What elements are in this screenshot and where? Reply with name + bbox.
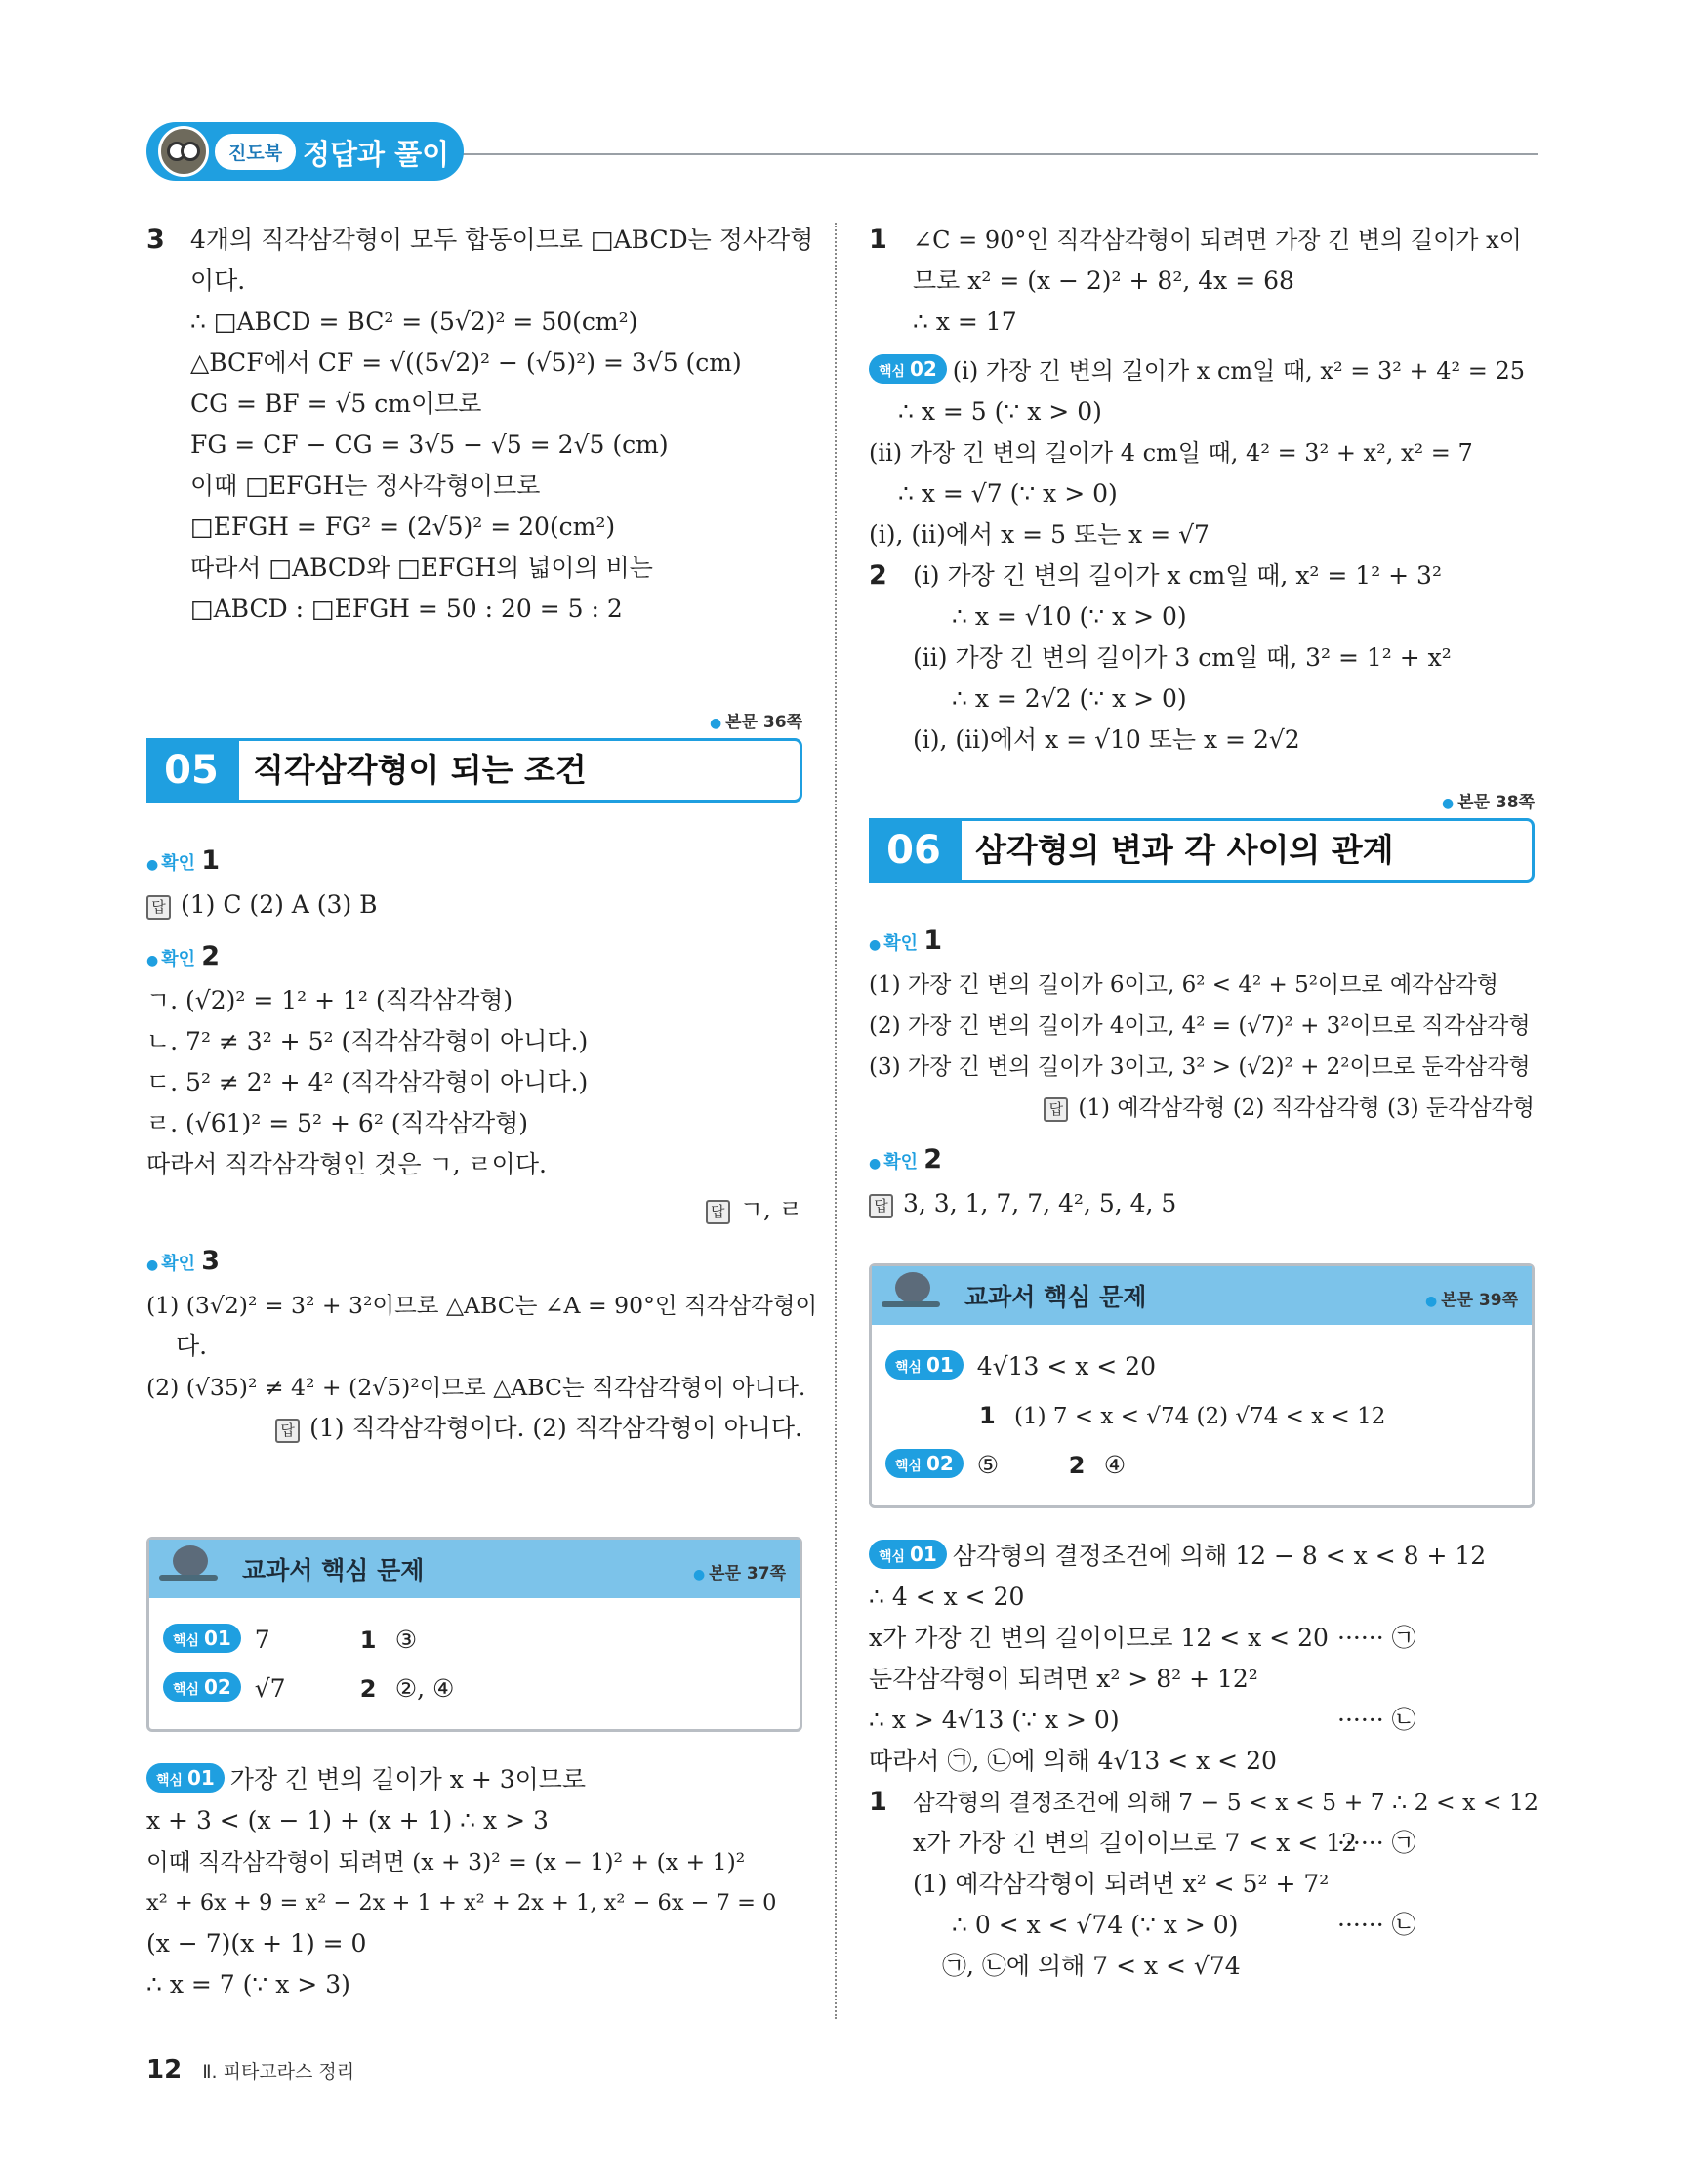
solution-line: ∴ 4 < x < 20 — [869, 1583, 1025, 1611]
textbook-row: 핵심 01 4√13 < x < 20 — [885, 1342, 1518, 1391]
page-reference: ● 본문 38쪽 — [869, 788, 1535, 812]
answer-icon: 답 — [1044, 1097, 1068, 1122]
column-divider — [835, 223, 837, 2019]
problem-number: 1 — [869, 225, 887, 255]
solution-line: x가 가장 긴 변의 길이이므로 12 < x < 20 ······ ㉠ — [869, 1624, 1416, 1652]
solution-line: 삼각형의 결정조건에 의해 12 − 8 < x < 8 + 12 — [952, 1542, 1487, 1570]
answer-line: 답 3, 3, 1, 7, 7, 4², 5, 4, 5 — [869, 1183, 1535, 1224]
solution-line: ∴ x = 7 (∵ x > 3) — [146, 1970, 350, 1999]
solution-line: 둔각삼각형이 되려면 x² > 8² + 12² — [869, 1665, 1258, 1693]
core-badge: 핵심 02 — [885, 1449, 964, 1478]
solution-line: (ⅱ) 가장 긴 변의 길이가 4 cm일 때, 4² = 3² + x², x² = 7 — [869, 439, 1473, 467]
solution-line: (3) 가장 긴 변의 길이가 3이고, 3² > (√2)² + 2²이므로 둔각삼각형 — [869, 1054, 1531, 1080]
bird-icon — [882, 1255, 940, 1323]
section-heading-05 — [146, 738, 802, 803]
answer-line: 답 (1) 직각삼각형이다. (2) 직각삼각형이 아니다. — [146, 1408, 802, 1449]
solution-line: ∴ □ABCD = BC² = (5√2)² = 50(cm²) — [190, 308, 638, 336]
answer-icon: 답 — [706, 1200, 730, 1224]
solution-line: (x − 7)(x + 1) = 0 — [146, 1929, 367, 1957]
solution-line: FG = CF − CG = 3√5 − √5 = 2√5 (cm) — [190, 431, 669, 459]
textbook-body — [149, 1598, 800, 1729]
core-badge: 핵심 01 — [146, 1763, 225, 1793]
right-column — [869, 220, 1538, 1987]
solution-line: x + 3 < (x − 1) + (x + 1) ∴ x > 3 — [146, 1806, 549, 1834]
header-title: 정답과 풀이 — [303, 138, 450, 171]
solution-line: CG = BF = √5 cm이므로 — [190, 390, 482, 418]
solution-line: (1) 예각삼각형이 되려면 x² < 5² + 7² — [913, 1870, 1330, 1898]
solution-line: ∴ x = 5 (∵ x > 0) — [898, 397, 1102, 426]
problem-1 — [869, 220, 1535, 343]
problem-2 — [869, 556, 1535, 761]
page-header — [146, 122, 1538, 181]
check-heading: ● 확인 3 — [146, 1242, 802, 1285]
check-heading: ● 확인 1 — [869, 922, 1535, 965]
solution-line: ㄷ. 5² ≠ 2² + 4² (직각삼각형이 아니다.) — [146, 1068, 589, 1096]
core-01-solution — [869, 1536, 1535, 1782]
problem-number: 2 — [869, 560, 887, 591]
section-number: 05 — [146, 738, 236, 803]
solution-line: 이때 직각삼각형이 되려면 (x + 3)² = (x − 1)² + (x + 1)² — [146, 1848, 746, 1875]
textbook-row: 핵심 01 7 1 ③ — [163, 1616, 786, 1665]
answer-line: 답 ㄱ, ㄹ — [146, 1189, 802, 1230]
page-number: 12 — [146, 2055, 183, 2084]
solution-line: ∴ 0 < x < √74 (∵ x > 0) ······ ㉡ — [952, 1911, 1416, 1939]
textbook-body — [872, 1325, 1532, 1505]
solution-line: (ⅰ) 가장 긴 변의 길이가 x cm일 때, x² = 3² + 4² = 25 — [952, 357, 1525, 385]
solution-line: 따라서 ㉠, ㉡에 의해 4√13 < x < 20 — [869, 1747, 1277, 1775]
textbook-header — [149, 1540, 800, 1598]
solution-line: 다. — [176, 1332, 208, 1360]
page-reference: ● 본문 37쪽 — [693, 1559, 786, 1584]
bird-icon — [159, 1528, 218, 1596]
core-01-solution — [146, 1759, 802, 2005]
solution-line: 삼각형의 결정조건에 의해 7 − 5 < x < 5 + 7 ∴ 2 < x < 12 — [913, 1789, 1538, 1816]
textbook-header — [872, 1266, 1532, 1325]
header-pill — [146, 122, 464, 181]
solution-line: ∴ x = √10 (∵ x > 0) — [952, 602, 1187, 631]
textbook-row: 핵심 02 ⑤ 2 ④ — [885, 1441, 1518, 1490]
page-reference: ● 본문 36쪽 — [146, 708, 802, 732]
page-footer — [146, 2055, 354, 2084]
core-badge: 핵심 02 — [869, 354, 947, 384]
answer-line: 답 (1) 예각삼각형 (2) 직각삼각형 (3) 둔각삼각형 — [869, 1088, 1535, 1129]
solution-line: ∴ x = √7 (∵ x > 0) — [898, 479, 1118, 508]
owl-mascot-icon — [158, 126, 209, 177]
textbook-title: 교과서 핵심 문제 — [964, 1283, 1147, 1311]
solution-line: ㄹ. (√61)² = 5² + 6² (직각삼각형) — [146, 1109, 529, 1137]
solution-line: △BCF에서 CF = √((5√2)² − (√5)²) = 3√5 (cm) — [190, 349, 742, 377]
header-tag: 진도북 — [215, 134, 296, 170]
solution-line: ∴ x = 17 — [913, 308, 1017, 336]
solution-line: □ABCD : □EFGH = 50 : 20 = 5 : 2 — [190, 595, 623, 623]
answer-icon: 답 — [146, 895, 171, 920]
header-rule — [459, 153, 1538, 155]
left-column — [146, 220, 818, 2005]
check-heading: ● 확인 1 — [146, 842, 802, 885]
core-badge: 핵심 01 — [869, 1540, 947, 1569]
solution-line: □EFGH = FG² = (2√5)² = 20(cm²) — [190, 513, 616, 541]
solution-line: 따라서 □ABCD와 □EFGH의 넓이의 비는 — [190, 554, 653, 582]
solution-line: ∴ x > 4√13 (∵ x > 0) ······ ㉡ — [869, 1706, 1416, 1734]
chapter-title: Ⅱ. 피타고라스 정리 — [202, 2061, 355, 2082]
solution-line: (1) 가장 긴 변의 길이가 6이고, 6² < 4² + 5²이므로 예각삼각형 — [869, 972, 1498, 998]
section-title: 직각삼각형이 되는 조건 — [236, 738, 802, 803]
textbook-row: 핵심 02 √7 2 ②, ④ — [163, 1665, 786, 1713]
solution-line: (1) (3√2)² = 3² + 3²이므로 △ABC는 ∠A = 90°인 직각삼각형이 — [146, 1292, 818, 1319]
problem-1b — [869, 1782, 1538, 1987]
core-badge: 핵심 01 — [885, 1350, 964, 1380]
answer-line: 답 (1) C (2) A (3) B — [146, 885, 802, 926]
solution-line: 가장 긴 변의 길이가 x + 3이므로 — [229, 1765, 587, 1793]
solution-line: (ⅰ), (ⅱ)에서 x = √10 또는 x = 2√2 — [913, 725, 1300, 754]
check-heading: ● 확인 2 — [146, 937, 802, 980]
solution-line: ∠C = 90°인 직각삼각형이 되려면 가장 긴 변의 길이가 x이 — [913, 227, 1522, 254]
textbook-title: 교과서 핵심 문제 — [242, 1556, 425, 1585]
problem-number: 1 — [869, 1787, 887, 1817]
solution-line: x² + 6x + 9 = x² − 2x + 1 + x² + 2x + 1, x² − 6x − 7 = 0 — [146, 1890, 777, 1916]
page-reference: ● 본문 39쪽 — [1425, 1286, 1518, 1310]
solution-line: 이다. — [190, 267, 246, 295]
section-heading-06 — [869, 818, 1535, 883]
core-badge: 핵심 01 — [163, 1624, 241, 1653]
core-02-solution — [869, 350, 1535, 556]
core-badge: 핵심 02 — [163, 1672, 241, 1702]
solution-line: (2) (√35)² ≠ 4² + (2√5)²이므로 △ABC는 직각삼각형이 아니다. — [146, 1374, 806, 1401]
solution-line: ㉠, ㉡에 의해 7 < x < √74 — [942, 1952, 1241, 1980]
check-heading: ● 확인 2 — [869, 1140, 1535, 1183]
answer-icon: 답 — [275, 1419, 300, 1443]
answer-icon: 답 — [869, 1194, 893, 1218]
solution-line: ∴ x = 2√2 (∵ x > 0) — [952, 684, 1187, 713]
textbook-core-problems — [146, 1537, 802, 1732]
solution-line: x가 가장 긴 변의 길이이므로 7 < x < 12······ ㉠ — [913, 1829, 1416, 1857]
section-number: 06 — [869, 818, 959, 883]
solution-line: 4개의 직각삼각형이 모두 합동이므로 □ABCD는 정사각형 — [190, 226, 814, 254]
problem-number: 3 — [146, 225, 165, 255]
textbook-core-problems — [869, 1263, 1535, 1508]
solution-line: 이때 □EFGH는 정사각형이므로 — [190, 472, 541, 500]
solution-line: 따라서 직각삼각형인 것은 ㄱ, ㄹ이다. — [146, 1150, 547, 1178]
textbook-row: 1 (1) 7 < x < √74 (2) √74 < x < 12 — [979, 1402, 1386, 1429]
solution-line: 므로 x² = (x − 2)² + 8², 4x = 68 — [913, 267, 1294, 295]
problem-3 — [146, 220, 814, 630]
solution-line: (2) 가장 긴 변의 길이가 4이고, 4² = (√7)² + 3²이므로 직각삼각형 — [869, 1013, 1531, 1039]
solution-line: (ⅱ) 가장 긴 변의 길이가 3 cm일 때, 3² = 1² + x² — [913, 643, 1452, 672]
solution-line: (ⅰ) 가장 긴 변의 길이가 x cm일 때, x² = 1² + 3² — [913, 561, 1442, 590]
section-title: 삼각형의 변과 각 사이의 관계 — [959, 818, 1535, 883]
solution-line: ㄱ. (√2)² = 1² + 1² (직각삼각형) — [146, 986, 513, 1014]
solution-line: ㄴ. 7² ≠ 3² + 5² (직각삼각형이 아니다.) — [146, 1027, 589, 1055]
solution-line: (ⅰ), (ⅱ)에서 x = 5 또는 x = √7 — [869, 520, 1210, 549]
